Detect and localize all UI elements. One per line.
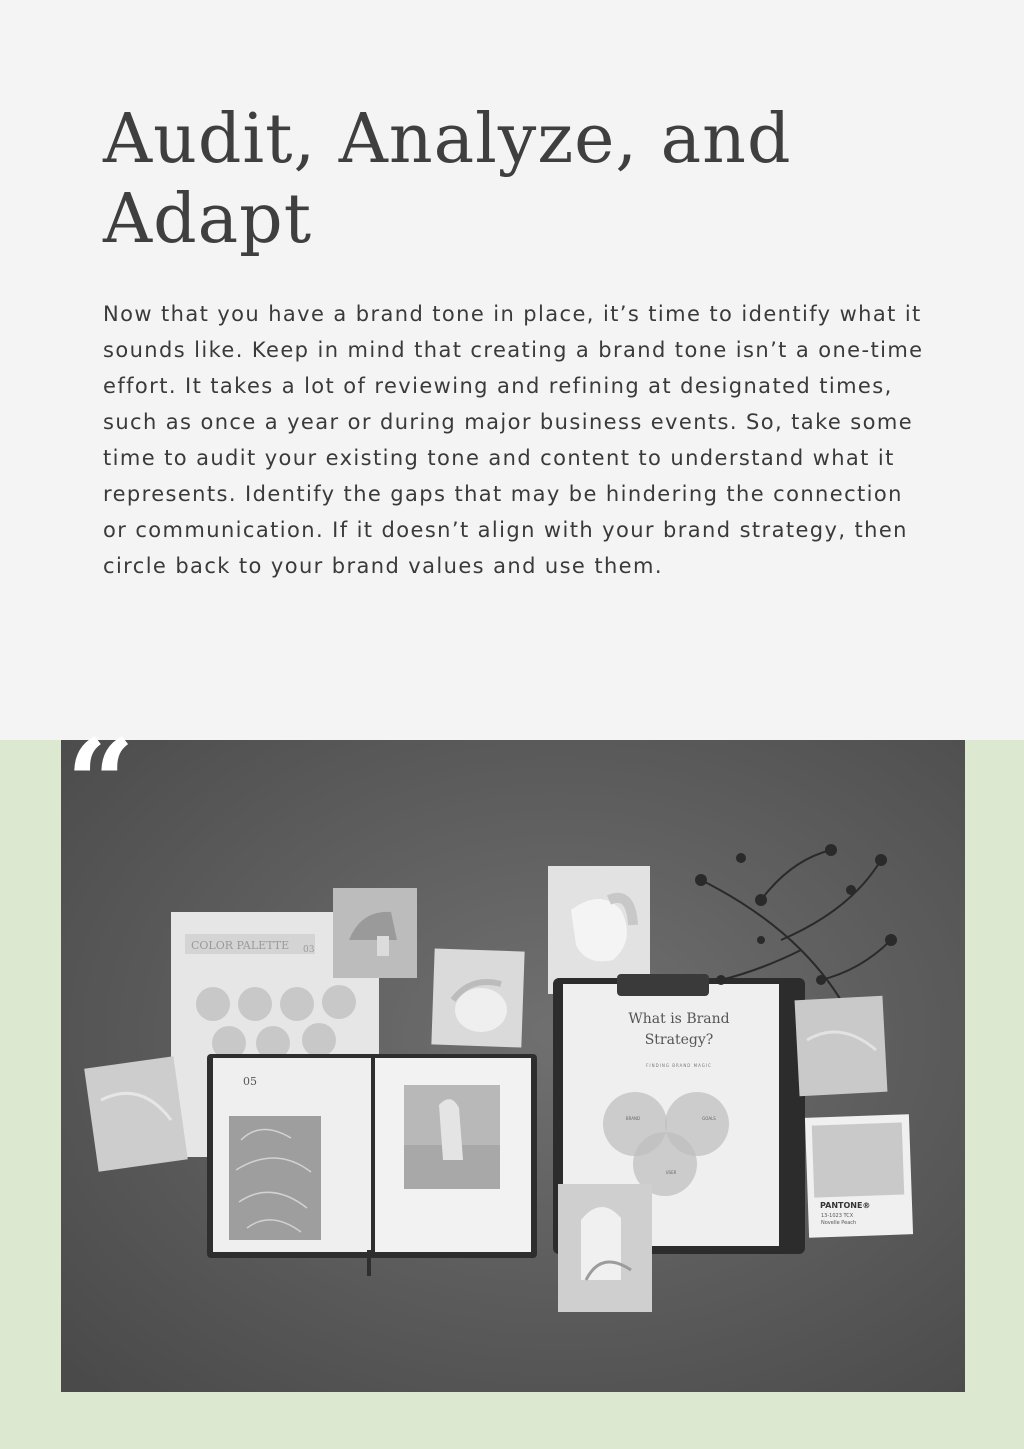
venn-user: USER (665, 1170, 677, 1175)
pantone-name: Novelle Peach (821, 1220, 857, 1226)
open-planner (207, 1054, 537, 1276)
page-title: Audit, Analyze, and Adapt (103, 100, 792, 259)
pantone-card (805, 1114, 913, 1238)
quote-mark-icon: “ (66, 713, 136, 854)
clipboard-subtitle: FINDING BRAND MAGIC (646, 1063, 712, 1068)
planner-date: 05 (243, 1075, 257, 1088)
clipboard-title-line1: What is Brand (628, 1011, 730, 1027)
architecture-photo (558, 1184, 652, 1312)
marble-card-left (84, 1056, 188, 1172)
color-palette-label: COLOR PALETTE (191, 939, 290, 952)
clipboard-title-line2: Strategy? (644, 1032, 714, 1048)
palette-number: 03 (303, 945, 315, 955)
pantone-code: 13-1023 TCX (821, 1213, 854, 1219)
body-paragraph: Now that you have a brand tone in place, it’s time to identify what it sounds like. Keep in mind that creating a brand tone isn’t a one-time effort. It takes a lot of reviewing and refining at designated times, such as once a year or during major business events. So, take some time to audit your existing tone and content to understand what it represents. Identify the gaps that may be hindering the connection or communication. If it doesn’t align with your brand strategy, then circle back to your brand values and use them. (103, 302, 924, 578)
venn-goals: GOALS (702, 1116, 716, 1121)
moodboard-photo (61, 740, 965, 1392)
venn-brand: BRAND (625, 1116, 641, 1121)
pantone-brand: PANTONE® (820, 1201, 871, 1210)
portrait-card (431, 948, 524, 1047)
arch-photo (333, 888, 417, 978)
marble-card-right (795, 996, 888, 1096)
